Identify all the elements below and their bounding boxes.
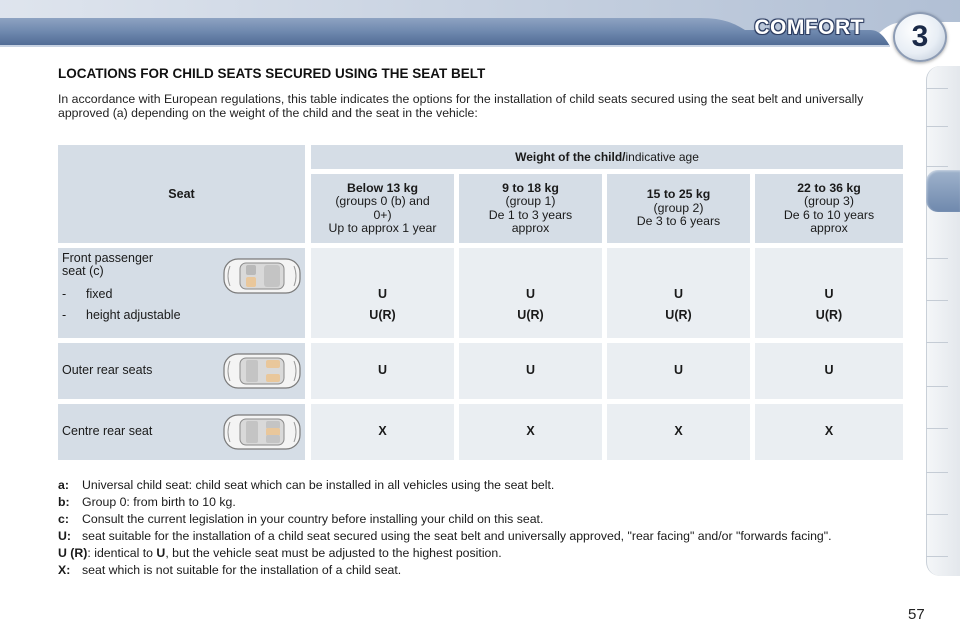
- section-title: LOCATIONS FOR CHILD SEATS SECURED USING THE SEAT BELT: [58, 66, 486, 81]
- cell-value: U: [377, 363, 388, 377]
- cell-value: X: [674, 424, 683, 438]
- note-ur-rest: , but the vehicle seat must be adjusted to the highest position.: [165, 546, 502, 560]
- column-header-15-25kg: [607, 174, 750, 243]
- tab-divider: [926, 514, 948, 515]
- note-key-sep: :: [66, 529, 71, 543]
- column-line: (group 1): [505, 194, 556, 208]
- note-text: seat which is not suitable for the installation of a child seat.: [82, 563, 402, 577]
- tab-divider: [926, 472, 948, 473]
- tab-divider: [926, 166, 948, 167]
- cell-value: X: [378, 424, 387, 438]
- column-line: 0+): [373, 207, 392, 222]
- note-key-sep: :: [64, 478, 69, 492]
- chapter-title: COMFORT: [754, 16, 864, 39]
- column-title: Below 13 kg: [346, 180, 419, 195]
- note-c: [58, 512, 908, 526]
- centre-rear-label: Centre rear seat: [62, 424, 153, 438]
- cell-value: X: [824, 424, 834, 438]
- column-title: 9 to 18 kg: [502, 180, 559, 195]
- front-dash-1: -: [62, 287, 67, 301]
- note-a: [58, 478, 908, 492]
- value-height-adjustable: U(R): [369, 308, 396, 322]
- cell-front-below-13kg: [311, 248, 454, 338]
- tab-divider: [926, 342, 948, 343]
- row-label-centre-rear: [58, 404, 305, 460]
- note-text: Group 0: from birth to 10 kg.: [82, 495, 236, 509]
- value-height-adjustable: U(R): [815, 308, 843, 322]
- column-line: De 1 to 3 years: [488, 207, 573, 222]
- note-b: [58, 495, 908, 509]
- cell-outer-22-36kg: [755, 343, 903, 399]
- row-label-front-passenger: [58, 248, 305, 338]
- tab-divider: [926, 258, 948, 259]
- cell-outer-9-18kg: [459, 343, 602, 399]
- column-line: De 3 to 6 years: [636, 214, 721, 229]
- value-height-adjustable: U(R): [665, 308, 692, 322]
- tab-divider: [926, 88, 948, 89]
- chapter-tab-strip: [926, 66, 960, 576]
- cell-centre-below-13kg: [311, 404, 454, 460]
- page-number: 57: [908, 606, 925, 623]
- column-line: De 6 to 10 years: [783, 207, 875, 222]
- tab-divider: [926, 386, 948, 387]
- cell-centre-15-25kg: [607, 404, 750, 460]
- front-label-line1: Front passenger: [62, 251, 154, 265]
- seat-header-label: Seat: [168, 187, 195, 201]
- note-key: [58, 495, 70, 509]
- cell-centre-22-36kg: [755, 404, 903, 460]
- cell-centre-9-18kg: [459, 404, 602, 460]
- column-title: 22 to 36 kg: [797, 180, 861, 195]
- note-key-ur: U (R): [58, 546, 88, 560]
- chapter-tab-active[interactable]: [926, 170, 960, 212]
- column-line: (groups 0 (b) and: [335, 194, 430, 208]
- cell-value: U: [525, 363, 536, 377]
- note-text: Universal child seat: child seat which can be installed in all vehicles using the seat belt.: [82, 478, 555, 492]
- front-sub-fixed: fixed: [86, 287, 113, 301]
- note-key-letter: c: [58, 512, 65, 526]
- value-fixed: U: [377, 287, 388, 301]
- note-key: [58, 563, 70, 577]
- weight-header: [311, 145, 903, 169]
- note-key-letter: a: [58, 478, 65, 492]
- cell-front-22-36kg: [755, 248, 903, 338]
- outer-rear-label: Outer rear seats: [62, 363, 153, 377]
- note-key-letter: U: [58, 529, 67, 543]
- tab-divider: [926, 300, 948, 301]
- cell-front-9-18kg: [459, 248, 602, 338]
- seat-column-header: [58, 145, 305, 243]
- value-fixed: U: [673, 287, 684, 301]
- value-height-adjustable: U(R): [517, 308, 544, 322]
- note-u-r: [58, 546, 908, 560]
- note-key-letter: b: [58, 495, 66, 509]
- value-fixed: U: [824, 287, 834, 301]
- note-u: [58, 529, 908, 543]
- row-label-outer-rear: [58, 343, 305, 399]
- front-label-line2: seat (c): [62, 264, 104, 278]
- note-x: [58, 563, 908, 577]
- car-top-view-icon: [222, 412, 302, 452]
- note-ur-sep: : identical to: [87, 546, 157, 560]
- tab-divider: [926, 556, 948, 557]
- note-key-letter: X: [58, 563, 67, 577]
- cell-value: X: [526, 424, 535, 438]
- front-sub-height-adjustable: height adjustable: [86, 308, 181, 322]
- column-line: approx: [810, 221, 848, 235]
- note-key-sep: :: [64, 512, 69, 526]
- front-dash-2: -: [62, 308, 67, 322]
- column-header-22-36kg: [755, 174, 903, 243]
- column-line: (group 3): [804, 194, 854, 208]
- note-key: [58, 478, 69, 492]
- note-text: Consult the current legislation in your country before installing your child on this seat.: [82, 512, 544, 526]
- cell-outer-below-13kg: [311, 343, 454, 399]
- chapter-number-badge: 3: [893, 12, 947, 62]
- column-header-9-18kg: [459, 174, 602, 243]
- intro-paragraph: In accordance with European regulations, this table indicates the options for the installation of child seats secured using the seat belt and universally approved (a) depending on the weight of the child and the seat in the vehicle:: [58, 92, 864, 120]
- cell-front-15-25kg: [607, 248, 750, 338]
- tab-divider: [926, 428, 948, 429]
- car-top-view-icon: [222, 256, 302, 296]
- cell-outer-15-25kg: [607, 343, 750, 399]
- cell-value: U: [673, 363, 684, 377]
- column-line: Up to approx 1 year: [328, 221, 437, 235]
- cell-value: U: [824, 363, 834, 377]
- column-line: (group 2): [653, 200, 704, 215]
- page-header: [0, 0, 960, 62]
- tab-divider: [926, 126, 948, 127]
- weight-header-rest: indicative age: [625, 150, 699, 164]
- note-key: [58, 512, 69, 526]
- note-key-sep: :: [65, 495, 70, 509]
- note-key: [58, 529, 71, 543]
- column-header-below-13kg: [311, 174, 454, 243]
- column-line: approx: [511, 221, 550, 235]
- note-key-sep: :: [66, 563, 71, 577]
- value-fixed: U: [525, 287, 536, 301]
- note-ur-key2: U: [156, 546, 166, 560]
- weight-header-bold: Weight of the child/: [515, 150, 626, 164]
- car-top-view-icon: [222, 351, 302, 391]
- legend-notes: [58, 478, 908, 580]
- column-title: 15 to 25 kg: [646, 187, 711, 202]
- note-text: seat suitable for the installation of a child seat secured using the seat belt and universally approved, "rear facing" and/or "forwards facing".: [82, 529, 832, 543]
